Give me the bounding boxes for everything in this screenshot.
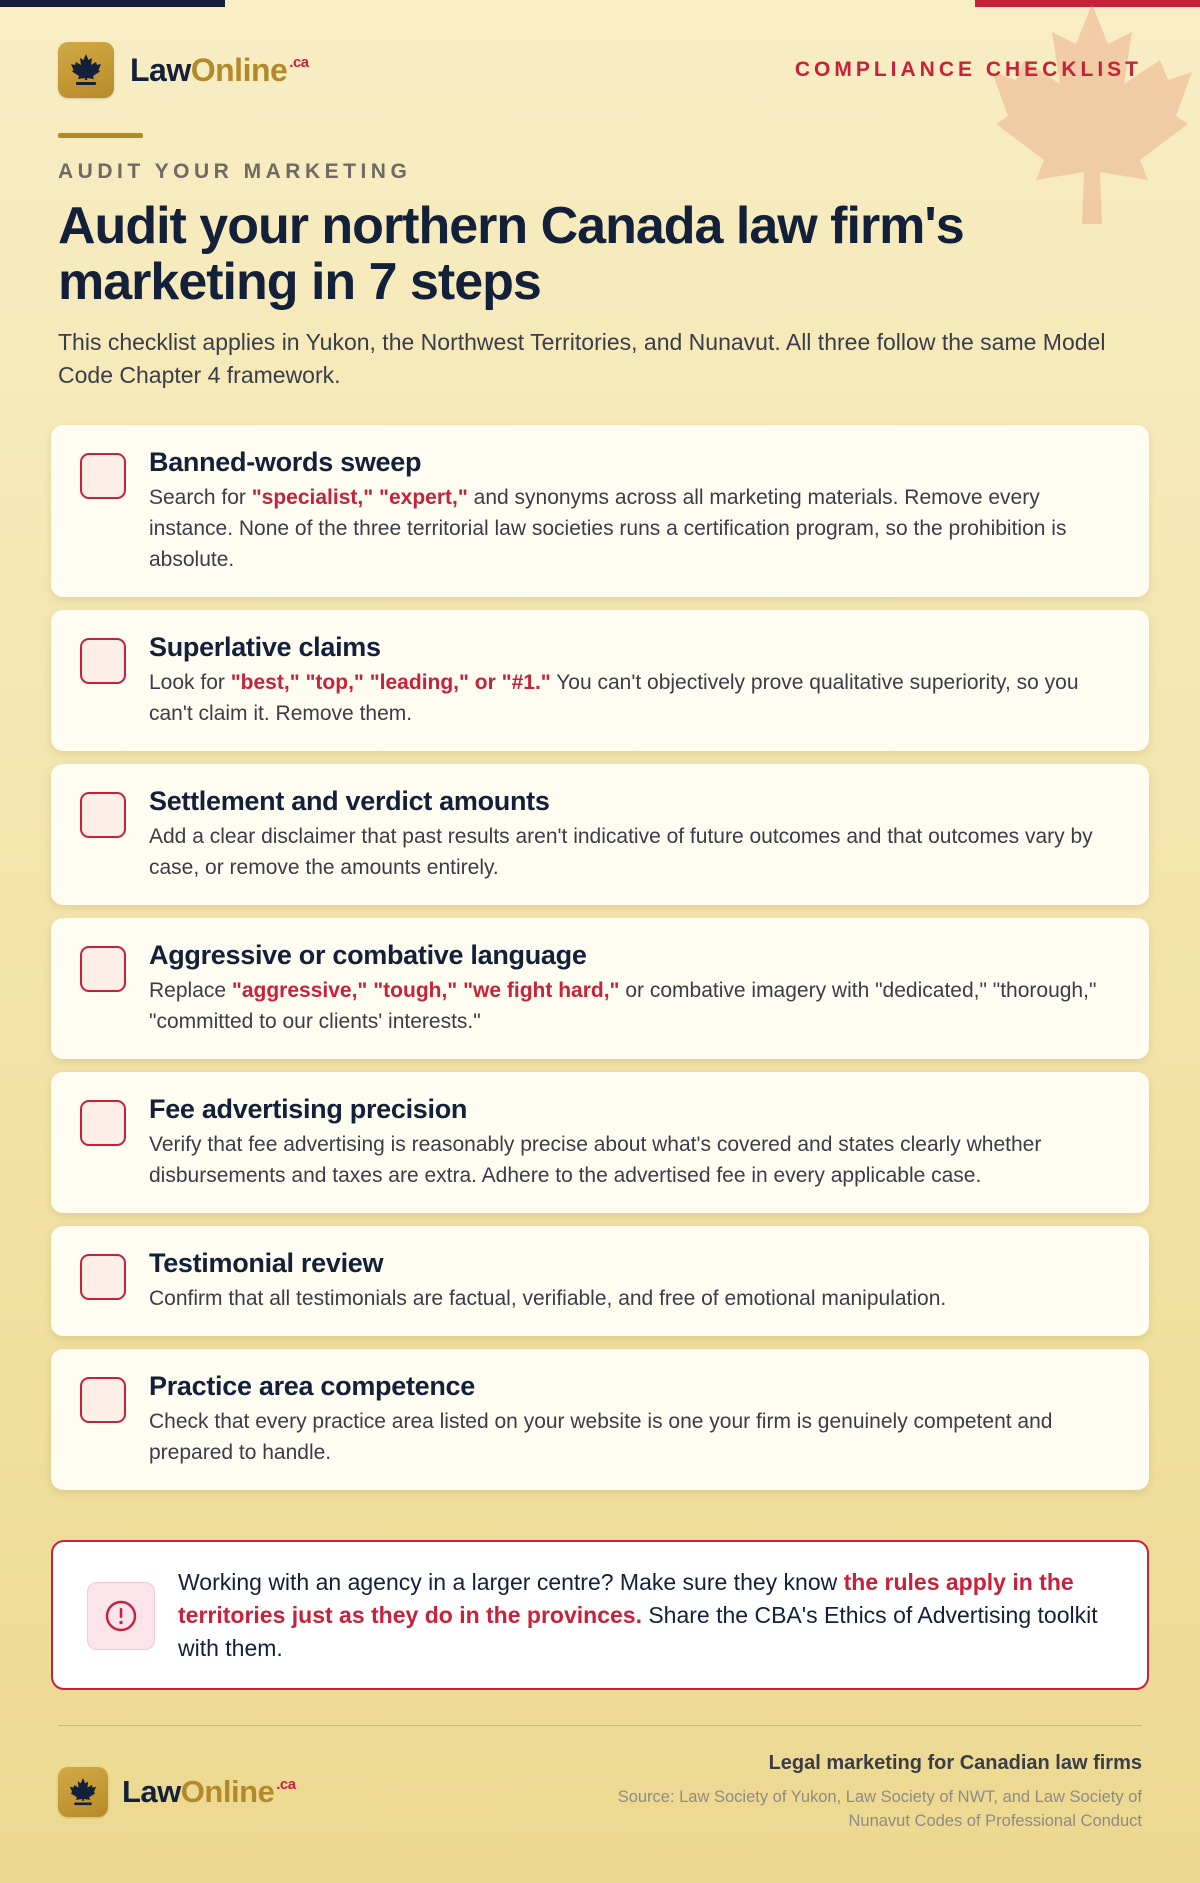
checkbox[interactable] — [80, 792, 126, 838]
checklist-item-title: Aggressive or combative language — [149, 940, 587, 970]
brand-wordmark — [130, 52, 309, 89]
intro-paragraph: This checklist applies in Yukon, the Northwest Territories, and Nunavut. All three follow the same Model Code Chapter 4 framework. — [58, 329, 1106, 388]
compliance-checklist-tag: COMPLIANCE CHECKLIST — [794, 58, 1142, 81]
brand-law-text: Law — [122, 1774, 181, 1809]
highlighted-terms: "best," "top," "leading," or "#1." — [230, 671, 551, 694]
checklist-item-title: Testimonial review — [149, 1248, 384, 1278]
description-text: Replace — [149, 979, 232, 1002]
description-text: Check that every practice area listed on your website is one your firm is genuinely competent and prepared to handle. — [149, 1410, 1053, 1464]
brand-law-text: Law — [130, 51, 191, 88]
footer-brand-logo[interactable] — [58, 1767, 296, 1817]
description-text: or combative imagery with "dedicated," "thorough," "committed to our clients' interests." — [149, 979, 1097, 1033]
footer-source: Source: Law Society of Yukon, Law Society of NWT, and Law Society of Nunavut Codes of Professional Conduct — [617, 1788, 1142, 1830]
checkbox[interactable] — [80, 638, 126, 684]
eyebrow-label: AUDIT YOUR MARKETING — [58, 160, 412, 183]
checklist-item-title: Banned-words sweep — [149, 447, 422, 477]
description-text: You can't objectively prove qualitative superiority, so you can't claim it. Remove them. — [149, 671, 1079, 725]
checkbox[interactable] — [80, 946, 126, 992]
checkbox[interactable] — [80, 453, 126, 499]
footer-info — [562, 1752, 1142, 1833]
footer-divider — [58, 1725, 1142, 1726]
exclamation-circle-icon — [87, 1582, 155, 1650]
checklist-item-title: Superlative claims — [149, 632, 381, 662]
maple-leaf-gavel-icon — [58, 1767, 108, 1817]
brand-ca-text: .ca — [289, 53, 309, 71]
checkbox[interactable] — [80, 1100, 126, 1146]
checklist-item-description — [149, 975, 1121, 1037]
callout-text-part: Share the CBA's Ethics of Advertising toolkit with them. — [178, 1601, 1098, 1661]
checklist-item-description — [149, 667, 1121, 729]
checklist-item-description — [149, 821, 1121, 883]
maple-leaf-icon — [992, 0, 1192, 230]
description-text: Search for — [149, 486, 252, 509]
checklist-item-description — [149, 1283, 1121, 1314]
checklist-item — [51, 1072, 1149, 1213]
brand-online-text: Online — [180, 1774, 275, 1809]
brand-ca-text: .ca — [276, 1776, 296, 1793]
brand-online-text: Online — [190, 51, 288, 88]
checklist-item-title: Settlement and verdict amounts — [149, 786, 550, 816]
callout-text-part: Working with an agency in a larger centre? Make sure they know — [178, 1568, 844, 1595]
description-text: Add a clear disclaimer that past results aren't indicative of future outcomes and that outcomes vary by case, or remove the amounts entirely. — [149, 825, 1093, 879]
maple-leaf-gavel-icon — [58, 42, 114, 98]
checklist-item-description — [149, 1406, 1121, 1468]
footer-tagline: Legal marketing for Canadian law firms — [768, 1752, 1142, 1774]
checklist-item — [51, 425, 1149, 597]
checkbox[interactable] — [80, 1377, 126, 1423]
checklist-item-description — [149, 482, 1121, 575]
checklist-item — [51, 764, 1149, 905]
agency-callout — [51, 1540, 1149, 1690]
page-title: Audit your northern Canada law firm's marketing in 7 steps — [58, 197, 964, 311]
checklist-item-title: Practice area competence — [149, 1371, 475, 1401]
top-accent-bar-navy — [0, 0, 225, 7]
description-text: and synonyms across all marketing materials. Remove every instance. None of the three territorial law societies runs a certification program, so the prohibition is absolute. — [149, 486, 1067, 571]
checklist-item-description — [149, 1129, 1121, 1191]
checklist-item — [51, 1226, 1149, 1336]
accent-divider — [58, 133, 143, 138]
callout-highlight: the rules apply in the territories just as they do in the provinces. — [178, 1568, 1074, 1628]
brand-logo[interactable] — [58, 42, 309, 98]
checklist-item — [51, 1349, 1149, 1490]
page-header — [58, 40, 1142, 100]
checklist-item — [51, 918, 1149, 1059]
checkbox[interactable] — [80, 1254, 126, 1300]
highlighted-terms: "specialist," "expert," — [251, 486, 468, 509]
checklist-item-title: Fee advertising precision — [149, 1094, 468, 1124]
checklist — [51, 425, 1149, 1503]
callout-text — [178, 1566, 1111, 1665]
highlighted-terms: "aggressive," "tough," "we fight hard," — [231, 979, 620, 1002]
description-text: Look for — [149, 671, 231, 694]
description-text: Verify that fee advertising is reasonably precise about what's covered and states clearly whether disbursements and taxes are extra. Adhere to the advertised fee in every applicable case. — [149, 1133, 1042, 1187]
brand-wordmark — [122, 1774, 296, 1810]
description-text: Confirm that all testimonials are factual, verifiable, and free of emotional manipulation. — [149, 1287, 947, 1310]
checklist-item — [51, 610, 1149, 751]
